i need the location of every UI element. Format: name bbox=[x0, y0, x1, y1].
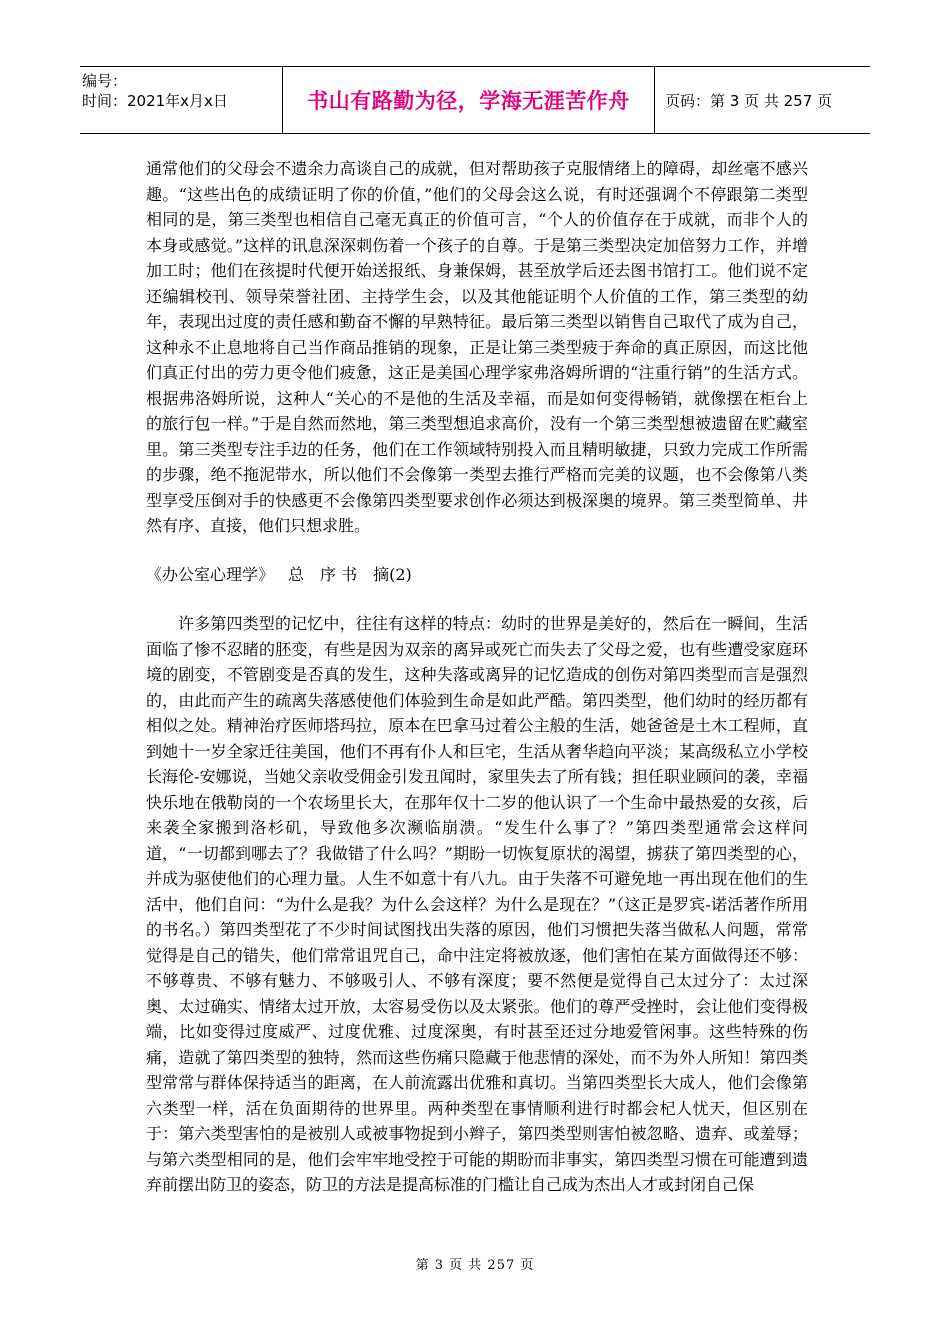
header-number-label: 编号： bbox=[82, 72, 128, 90]
page-footer: 第 3 页 共 257 页 bbox=[415, 1258, 535, 1273]
paragraph-2: 许多第四类型的记忆中，往往有这样的特点：幼时的世界是美好的，然后在一瞬间，生活面临了惨不忍睹的胚变，有些是因为双亲的离异或死亡而失去了父母之爱，也有些遭受家庭环境的剧变，不管剧变是否真的发生，这种失落或离异的记忆造成的创伤对第四类型而言是强烈的，由此而产生的疏离失落感使他们体验到生命是如此严酷。第四类型，他们幼时的经历都有相似之处。精神治疗医师塔玛拉，原本在巴拿马过着公主般的生活，她爸爸是土木工程师，直到她十一岁全家迁往美国，他们不再有仆人和巨宅，生活从奢华趋向平淡；某高级私立小学校长海伦-安娜说，当她父亲收受佣金引发丑闻时，家里失去了所有钱；担任职业顾问的袭，幸福快乐地在俄勒岗的一个农场里长大，在那年仅十二岁的他认识了一个生命中最热爱的女孩，后来袭全家搬到洛杉矶，导致他多次濒临崩溃。“发生什么事了？”第四类型通常会这样问道，“一切都到哪去了？我做错了什么吗？”期盼一切恢复原状的渴望，掳获了第四类型的心，并成为驱使他们的心理力量。人生不如意十有八九。由于失落不可避免地一再出现在他们的生活中，他们自问：“为什么是我？为什么会这样？为什么是现在？”（这正是罗宾-诺活著作所用的书名。）第四类型花了不少时间试图找出失落的原因，他们习惯把失落当做私人问题，常常觉得是自己的错失，他们常常诅咒自己，命中注定将被放逐，他们害怕在某方面做得还不够：不够尊贵、不够有魅力、不够吸引人、不够有深度；要不然便是觉得自己太过分了：太过深奥、太过确实、情绪太过开放，太容易受伤以及太紧张。他们的尊严受挫时，会让他们变得极端，比如变得过度威严、过度优雅、过度深奥，有时甚至还过分地爱管闲事。这些特殊的伤痛，造就了第四类型的独特，然而这些伤痛只隐藏于他悲情的深处，而不为外人所知！第四类型常常与群体保持适当的距离，在人前流露出优雅和真切。当第四类型长大成人，他们会像第六类型一样，活在负面期待的世界里。两种类型在事情顺利进行时都会杞人忧天，但区别在于：第六类型害怕的是被别人或被事物捉到小辫子，第四类型则害怕被忽略、遗弃、或羞辱；与第六类型相同的是，他们会牢牢地受控于可能的期盼而非事实，第四类型习惯在可能遭到遗弃前摆出防卫的姿态，防卫的方法是提高标准的门槛让自己成为杰出人才或封闭自己保 bbox=[146, 614, 808, 1194]
header-motto: 书山有路勤为径，学海无涯苦作舟 bbox=[283, 67, 655, 133]
header-time-label: 时间：2021年x月x日 bbox=[82, 92, 228, 110]
paragraph-1: 通常他们的父母会不遗余力高谈自己的成就，但对帮助孩子克服情绪上的障碍，却丝毫不感兴趣。“这些出色的成绩证明了你的价值，”他们的父母会这么说，有时还强调个不停跟第二类型相同的是，第三类型也相信自己毫无真正的价值可言，“个人的价值存在于成就，而非个人的本身或感觉。”这样的讯息深深刺伤着一个孩子的自尊。于是第三类型决定加倍努力工作，并增加工时；他们在孩提时代便开始送报纸、身兼保姆，甚至放学后还去图书馆打工。他们说不定还编辑校刊、领导荣誉社团、主持学生会，以及其他能证明个人价值的工作，第三类型的幼年，表现出过度的责任感和勤奋不懈的早熟特征。最后第三类型以销售自己取代了成为自己，这种永不止息地将自己当作商品推销的现象，正是让第三类型疲于奔命的真正原因，而这比他们真正付出的劳力更令他们疲惫，这正是美国心理学家弗洛姆所谓的“注重行销”的生活方式。根据弗洛姆所说，这种人“关心的不是他的生活及幸福，而是如何变得畅销，就像摆在柜台上的旅行包一样。”于是自然而然地，第三类型想追求高价，没有一个第三类型想被遗留在贮藏室里。第三类型专注手边的任务，他们在工作领域特别投入而且精明敏捷，只致力完成工作所需的步骤，绝不拖泥带水，所以他们不会像第一类型去推行严格而完美的议题，也不会像第八类型享受压倒对手的快感更不会像第四类型要求创作必须达到极深奥的境界。第三类型简单、井然有序、直接，他们只想求胜。 bbox=[146, 159, 808, 535]
document-body bbox=[146, 156, 808, 1198]
section-title-rest: 总 序 书 摘(2) bbox=[288, 564, 412, 584]
header-page-info: 页码：第 3 页 共 257 页 bbox=[665, 91, 833, 110]
page-header bbox=[80, 66, 870, 134]
section-title-book: 《办公室心理学》 bbox=[146, 564, 275, 584]
section-title bbox=[146, 562, 808, 588]
header-meta bbox=[80, 67, 283, 133]
